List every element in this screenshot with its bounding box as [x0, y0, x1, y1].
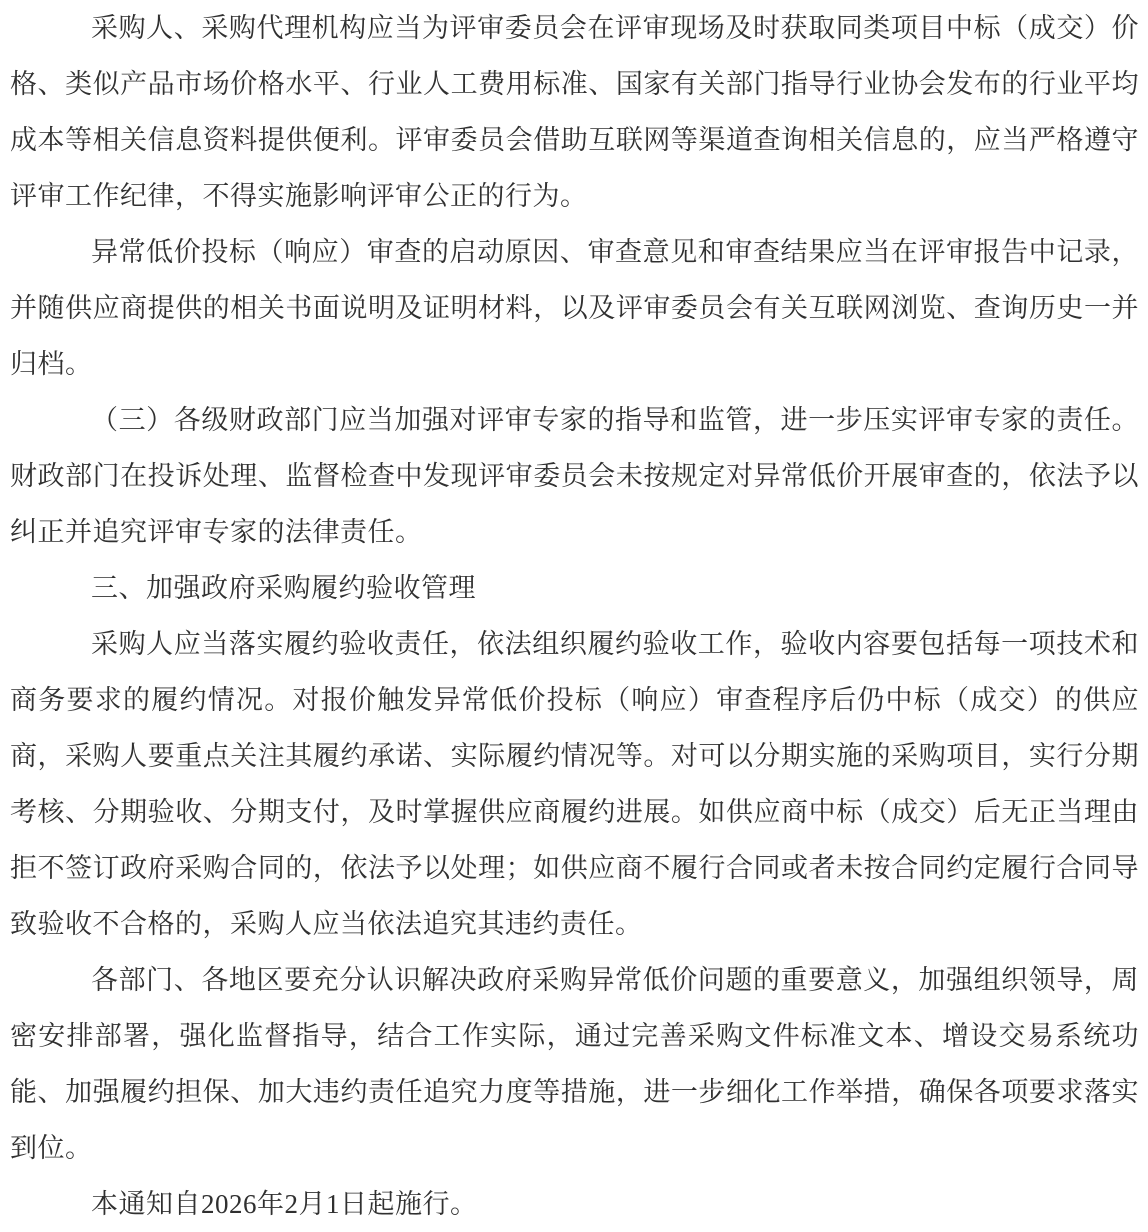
- text-line: 采购人应当落实履约验收责任，依法组织履约验收工作，验收内容要包括每一项技术和: [91, 629, 1139, 659]
- text-line: 考核、分期验收、分期支付，及时掌握供应商履约进展。如供应商中标（成交）后无正当理由: [10, 797, 1139, 827]
- text-line: 致验收不合格的，采购人应当依法追究其违约责任。: [10, 909, 643, 939]
- paragraph-review-record-archive: [10, 224, 1139, 392]
- heading-section-three-acceptance-management: [10, 560, 1139, 616]
- text-line: 格、类似产品市场价格水平、行业人工费用标准、国家有关部门指导行业协会发布的行业平均: [10, 69, 1139, 99]
- paragraph-effective-date: [10, 1176, 1139, 1232]
- paragraph-acceptance-responsibility: [10, 616, 1139, 952]
- paragraph-info-convenience: [10, 0, 1139, 224]
- text-line: 三、加强政府采购履约验收管理: [91, 573, 476, 603]
- text-line: 财政部门在投诉处理、监督检查中发现评审委员会未按规定对异常低价开展审查的，依法予以: [10, 461, 1139, 491]
- text-line: 商务要求的履约情况。对报价触发异常低价投标（响应）审查程序后仍中标（成交）的供应: [10, 685, 1139, 715]
- text-line: 各部门、各地区要充分认识解决政府采购异常低价问题的重要意义，加强组织领导，周: [91, 965, 1139, 995]
- text-line: 评审工作纪律，不得实施影响评审公正的行为。: [10, 181, 588, 211]
- text-line: 纠正并追究评审专家的法律责任。: [10, 517, 423, 547]
- text-line: 归档。: [10, 349, 93, 379]
- text-line: 商，采购人要重点关注其履约承诺、实际履约情况等。对可以分期实施的采购项目，实行分期: [10, 741, 1139, 771]
- text-line: 拒不签订政府采购合同的，依法予以处理；如供应商不履行合同或者未按合同约定履行合同导: [10, 853, 1139, 883]
- paragraph-item-three-finance-supervision: [10, 392, 1139, 560]
- text-line: 采购人、采购代理机构应当为评审委员会在评审现场及时获取同类项目中标（成交）价: [91, 13, 1139, 43]
- text-line: 本通知自2026年2月1日起施行。: [91, 1189, 478, 1219]
- text-line: 密安排部署，强化监督指导，结合工作实际，通过完善采购文件标准文本、增设交易系统功: [10, 1021, 1139, 1051]
- text-line: 到位。: [10, 1133, 93, 1163]
- text-line: 能、加强履约担保、加大违约责任追究力度等措施，进一步细化工作举措，确保各项要求落实: [10, 1077, 1139, 1107]
- text-line: 并随供应商提供的相关书面说明及证明材料，以及评审委员会有关互联网浏览、查询历史一并: [10, 293, 1139, 323]
- text-line: （三）各级财政部门应当加强对评审专家的指导和监管，进一步压实评审专家的责任。: [91, 405, 1139, 435]
- text-line: 成本等相关信息资料提供便利。评审委员会借助互联网等渠道查询相关信息的，应当严格遵守: [10, 125, 1139, 155]
- text-line: 异常低价投标（响应）审查的启动原因、审查意见和审查结果应当在评审报告中记录，: [91, 237, 1139, 267]
- paragraph-departments-implementation: [10, 952, 1139, 1176]
